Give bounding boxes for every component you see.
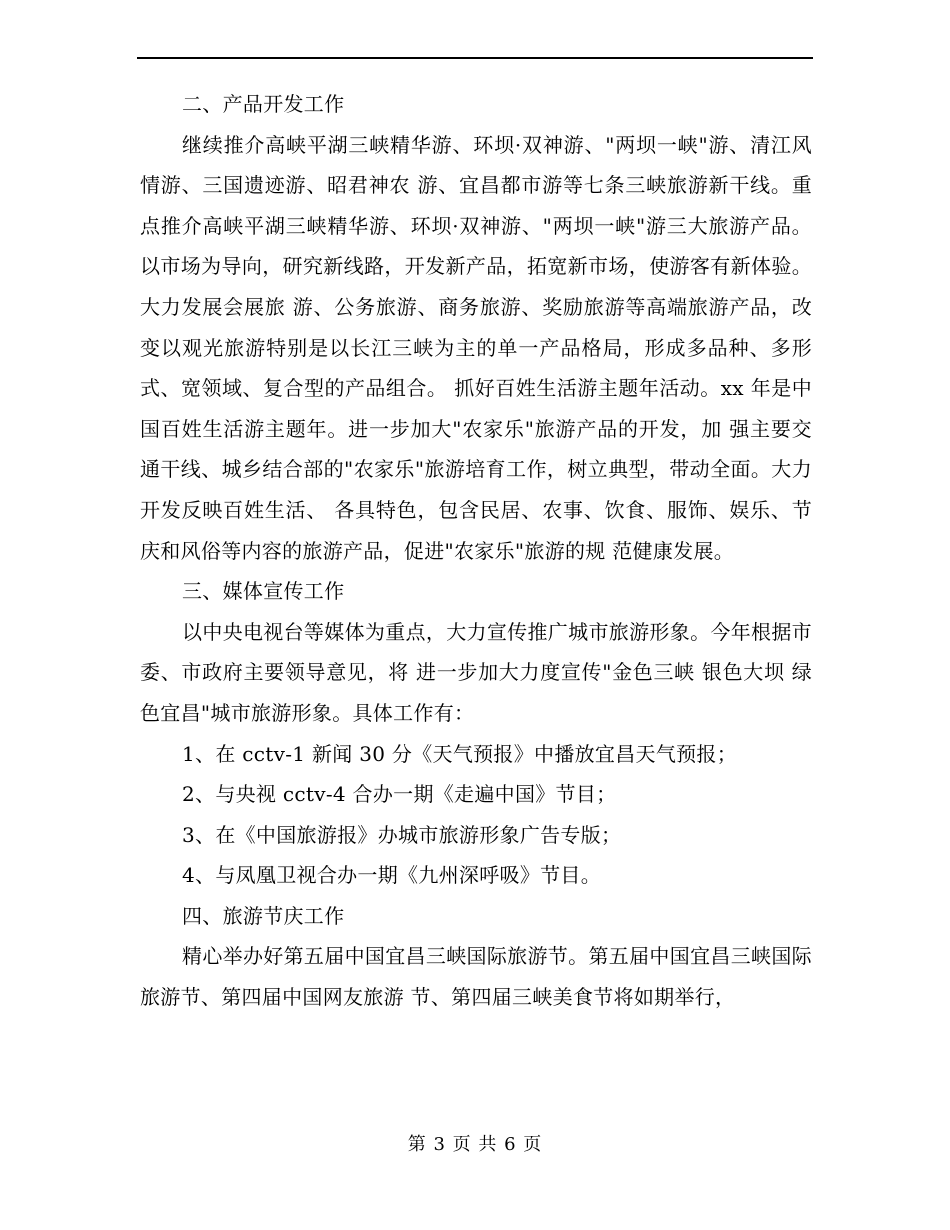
body-paragraph-media-publicity: 以中央电视台等媒体为重点，大力宣传推广城市旅游形象。今年根据市委、市政府主要领导意见，将 进一步加大力度宣传"金色三峡 银色大坝 绿色宜昌"城市旅游形象。具体工作有： bbox=[140, 619, 812, 725]
section-heading-product-development: 二、产品开发工作 bbox=[182, 92, 345, 116]
body-paragraph-product-development: 继续推介高峡平湖三峡精华游、环坝·双神游、"两坝一峡"游、清江风情游、三国遗迹游、昭君神农 游、宜昌都市游等七条三峡旅游新干线。重点推介高峡平湖三峡精华游、环坝·双神游、"两坝一峡"游三大旅游产品。以市场为导向，研究新线路，开发新产品，拓宽新市场，使游客有新体验。大力发展会展旅 游、公务旅游、商务旅游、奖励旅游等高端旅游产品，改变以观光旅游特别是以长江三峡为主的单一产品格局，形成多品种、多形式、宽领域、复合型的产品组合。 抓好百姓生活游主题年活动。xx 年是中国百姓生活游主题年。进一步加大"农家乐"旅游产品的开发，加 强主要交通干线、城乡结合部的"农家乐"旅游培育工作，树立典型，带动全面。大力开发反映百姓生活、 各具特色，包含民居、农事、饮食、服饰、娱乐、节庆和风俗等内容的旅游产品，促进"农家乐"旅游的规 范健康发展。 bbox=[140, 132, 812, 563]
list-item-3: 3、在《中国旅游报》办城市旅游形象广告专版； bbox=[182, 822, 622, 847]
list-item-1: 1、在 cctv-1 新闻 30 分《天气预报》中播放宜昌天气预报； bbox=[182, 741, 738, 766]
section-heading-media-publicity: 三、媒体宣传工作 bbox=[182, 579, 345, 604]
list-item-2: 2、与央视 cctv-4 合办一期《走遍中国》节目； bbox=[182, 782, 617, 807]
body-paragraph-tourism-festivals: 精心举办好第五届中国宜昌三峡国际旅游节。第五届中国宜昌三峡国际旅游节、第四届中国网友旅游 节、第四届三峡美食节将如期举行， bbox=[140, 944, 812, 1010]
section-heading-tourism-festivals: 四、旅游节庆工作 bbox=[182, 903, 345, 928]
document-body bbox=[140, 84, 812, 1018]
header-rule bbox=[137, 57, 813, 59]
list-item-4: 4、与凤凰卫视合办一期《九州深呼吸》节目。 bbox=[182, 863, 602, 888]
page-number-footer: 第 3 页 共 6 页 bbox=[407, 1134, 543, 1155]
